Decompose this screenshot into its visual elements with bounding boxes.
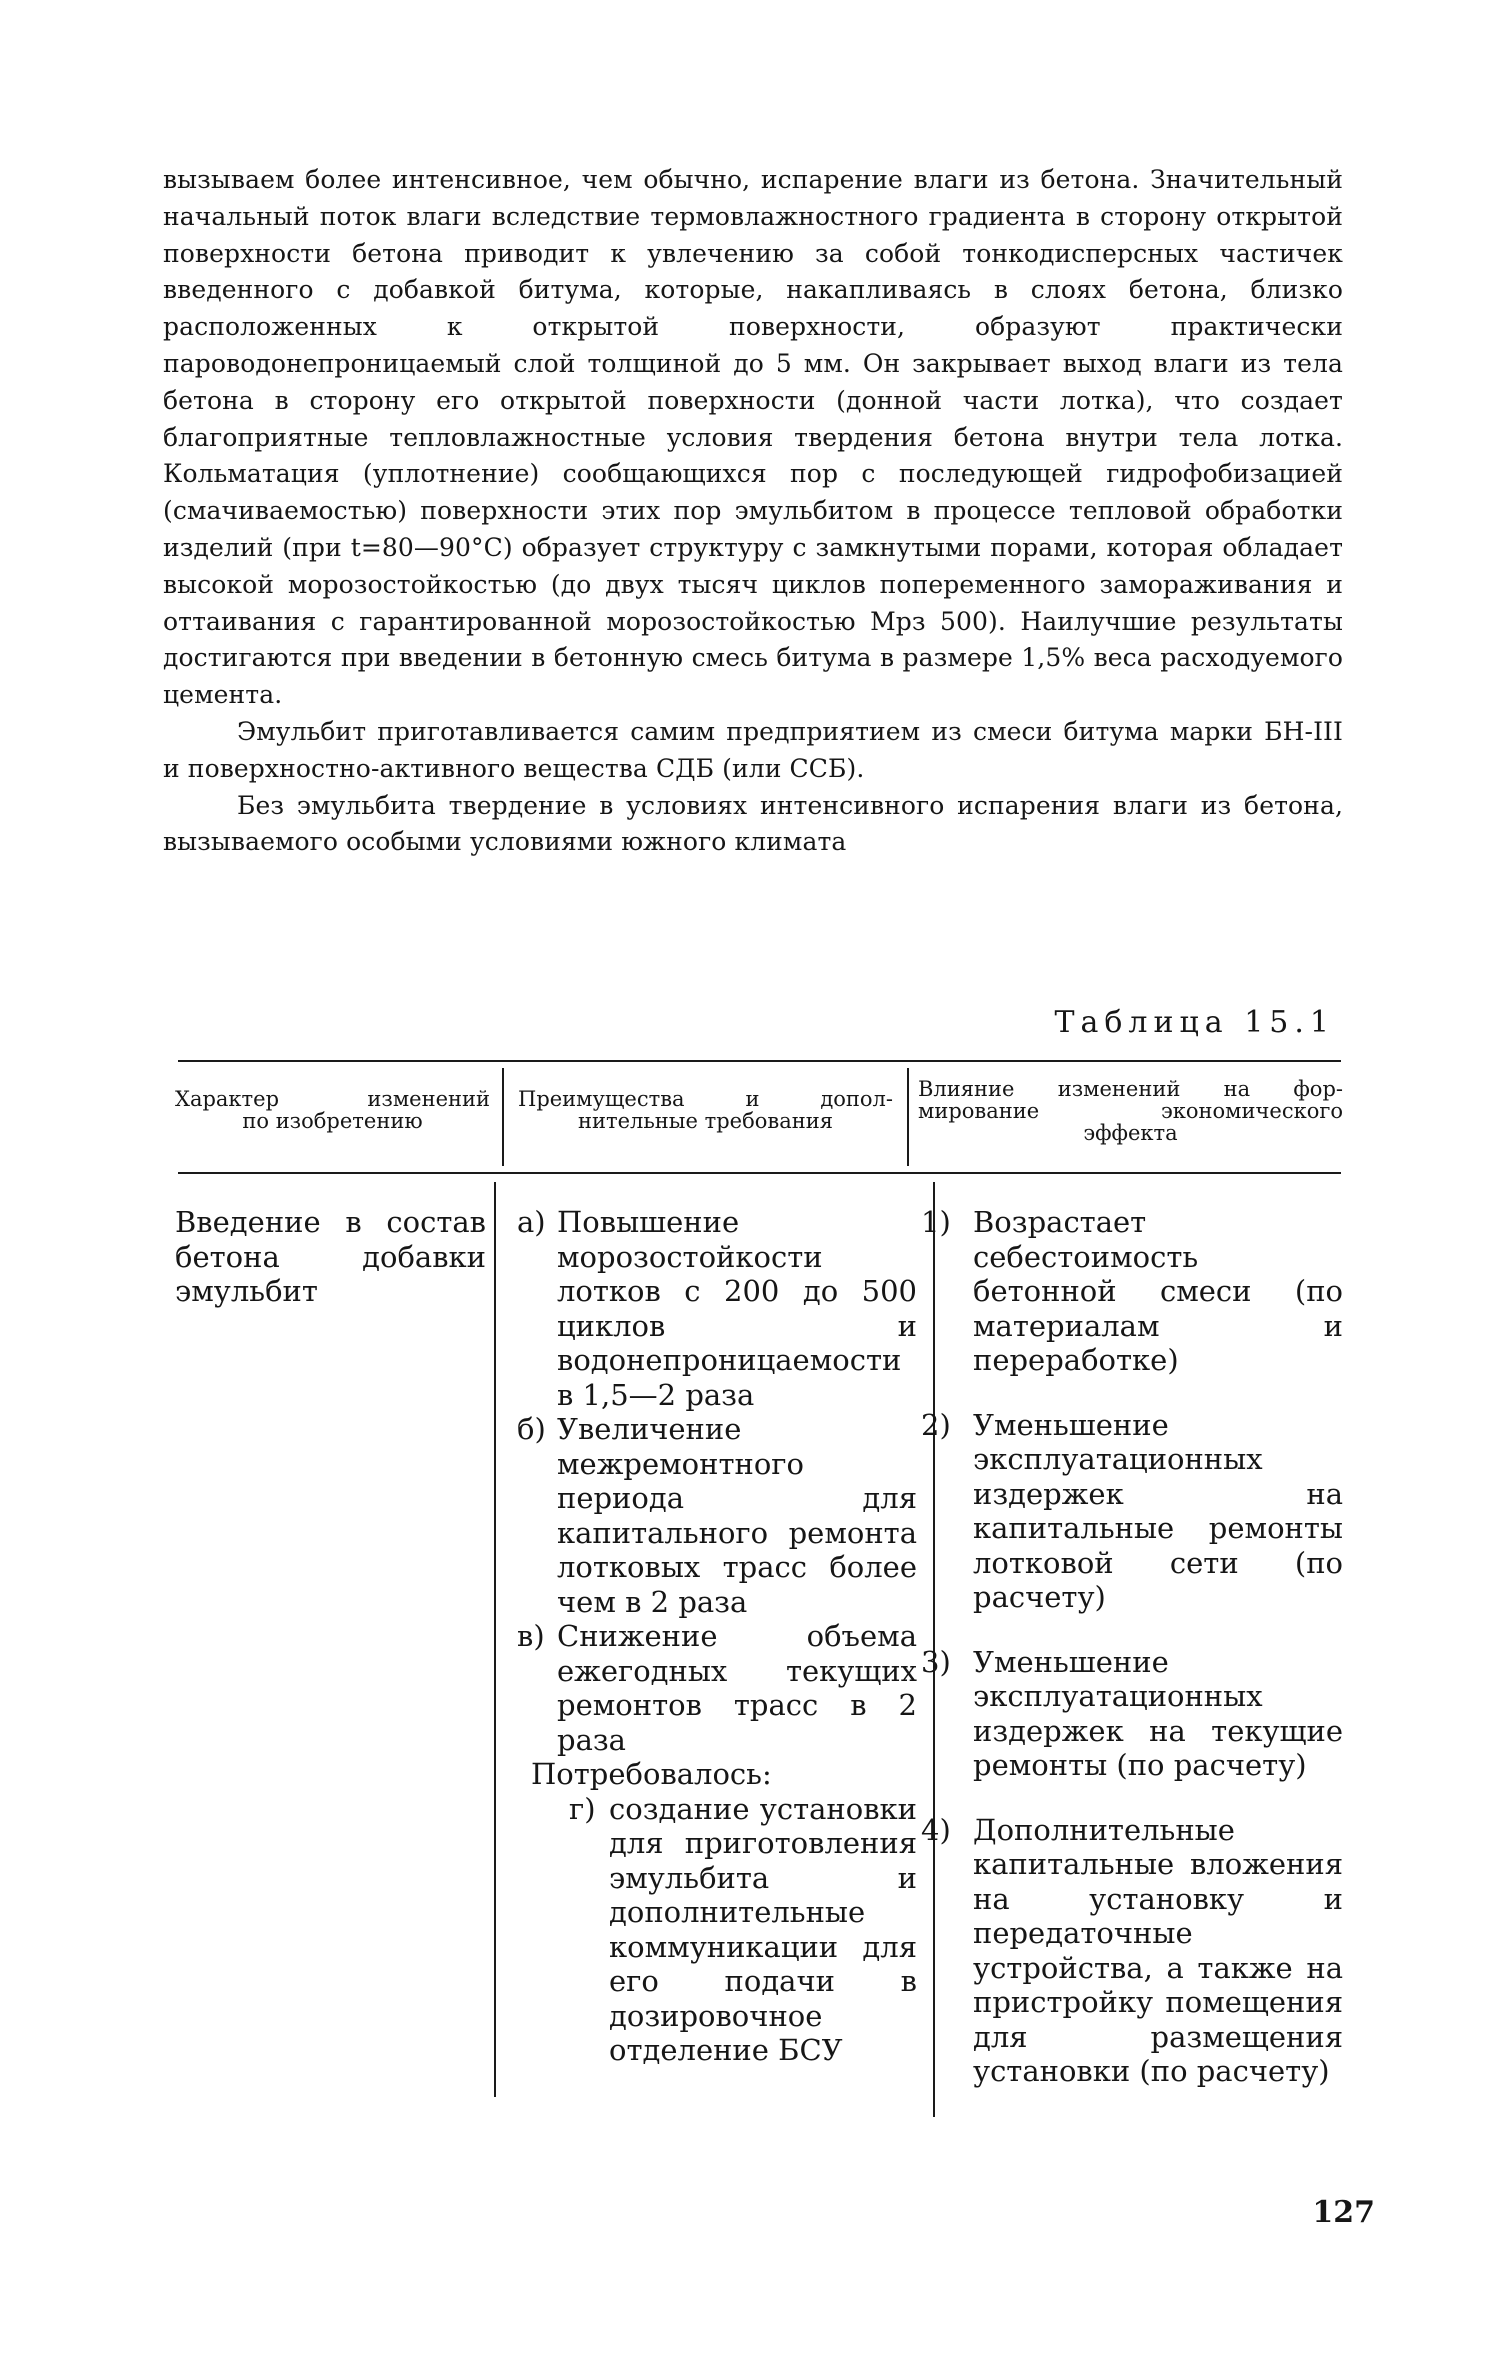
header-col-1-line-2: по изобретению [242, 1109, 423, 1133]
header-col-1-line-1: Характер изменений [175, 1087, 490, 1111]
column-divider-1 [494, 1182, 496, 2097]
header-divider-2 [907, 1068, 909, 1166]
col-2-item-c [517, 1619, 917, 1757]
header-col-3-line-3: эффекта [1083, 1121, 1178, 1145]
header-col-3-line-1: Влияние изменений на фор- [918, 1077, 1343, 1101]
col-2-item-b-mark: б) [517, 1412, 546, 1446]
table-15-1 [163, 1060, 1343, 2135]
col-3-item-2 [921, 1408, 1343, 1615]
header-col-2-line-2: нительные требования [578, 1109, 833, 1133]
col-2-item-b [517, 1412, 917, 1619]
col-3-item-3-text: Уменьшение эксплуатационных издержек на текущие ремонты (по расчету) [973, 1644, 1343, 1782]
col-3-item-3 [921, 1645, 1343, 1783]
table-header-rule [178, 1172, 1341, 1174]
paragraph-1: вызываем более интенсивное, чем обычно, испарение влаги из бетона. Значительный начальный поток влаги вследствие термовлажностного градиента в сторону открытой поверхности бетона приводит к увлечению за собой тонкодисперсных частичек введенного с добавкой битума, которые, накапливаясь в слоях бетона, близко расположенных к открытой поверхности, образуют практически пароводонепроницаемый слой толщиной до 5 мм. Он закрывает выход влаги из тела бетона в сторону его открытой поверхности (донной части лотка), что создает благоприятные тепловлажностные условия твердения бетона внутри тела лотка. Кольматация (уплотнение) сообщающихся пор с последующей гидрофобизацией (смачиваемостью) поверхности этих пор эмульбитом в процессе тепловой обработки изделий (при t=80—90°С) образует структуру с замкнутыми порами, которая обладает высокой морозостойкостью (до двух тысяч циклов попеременного замораживания и оттаивания с гарантированной морозостойкостью Мрз 500). Наилучшие результаты достигаются при введении в бетонную смесь битума в размере 1,5% веса расходуемого цемента. [163, 165, 1343, 710]
col-2-item-d-text: создание установки для приготовления эмульбита и дополнительные коммуникации для его подачи в дозировочное отделение БСУ [609, 1791, 917, 2067]
col-3-item-2-text: Уменьшение эксплуатационных издержек на капитальные ремонты лотковой сети (по расчету) [973, 1407, 1343, 1614]
body-text [163, 162, 1343, 861]
paragraph-3: Без эмульбита твердение в условиях интенсивного испарения влаги из бетона, вызываемого особыми условиями южного климата [163, 790, 1343, 857]
col-3-item-1-text: Возрастает себестоимость бетонной смеси (по материалам и переработке) [973, 1205, 1343, 1377]
col-1-text: Введение в состав бетона добавки эмульбит [175, 1205, 486, 1308]
col-3-item-4 [921, 1813, 1343, 2089]
header-col-3-line-2: мирование экономического [918, 1099, 1343, 1123]
col-2-required-label: Потребовалось: [531, 1757, 772, 1791]
col-2-item-b-text: Увеличение межремонтного периода для капитального ремонта лотковых трасс более чем в 2 раза [557, 1412, 917, 1619]
col-2-item-d [517, 1792, 917, 2068]
col-3-item-4-text: Дополнительные капитальные вложения на установку и передаточные устройства, а также на пристройку помещения для размещения установки (по расчету) [973, 1812, 1343, 2088]
col-2-item-c-mark: в) [517, 1619, 545, 1653]
paragraph-2: Эмульбит приготавливается самим предприятием из смеси битума марки БН-III и поверхностно-активного вещества СДБ (или ССБ). [163, 716, 1343, 783]
header-divider-1 [502, 1068, 504, 1166]
col-2-item-a [517, 1205, 917, 1412]
col-2-body [517, 1205, 917, 2068]
col-3-item-1-mark: 1) [921, 1205, 951, 1239]
col-2-item-c-text: Снижение объема ежегодных текущих ремонтов трасс в 2 раза [557, 1619, 917, 1757]
col-3-item-3-mark: 3) [921, 1644, 951, 1679]
header-col-3 [918, 1078, 1343, 1144]
col-3-item-4-mark: 4) [921, 1812, 951, 1847]
header-col-2-line-1: Преимущества и допол- [518, 1087, 893, 1111]
col-3-body [921, 1205, 1343, 2089]
table-caption: Таблица 15.1 [1054, 1005, 1335, 1040]
col-3-item-2-mark: 2) [921, 1407, 951, 1442]
col-2-item-a-text: Повышение морозостойкости лотков с 200 до 500 циклов и водонепроницаемости в 1,5—2 раза [557, 1205, 917, 1412]
col-2-item-a-mark: а) [517, 1205, 546, 1239]
header-col-2 [518, 1088, 893, 1132]
header-col-1 [175, 1088, 490, 1132]
page-number: 127 [1312, 2195, 1375, 2230]
col-3-item-1 [921, 1205, 1343, 1378]
col-2-item-d-mark: г) [569, 1791, 596, 1826]
table-top-rule [178, 1060, 1341, 1062]
